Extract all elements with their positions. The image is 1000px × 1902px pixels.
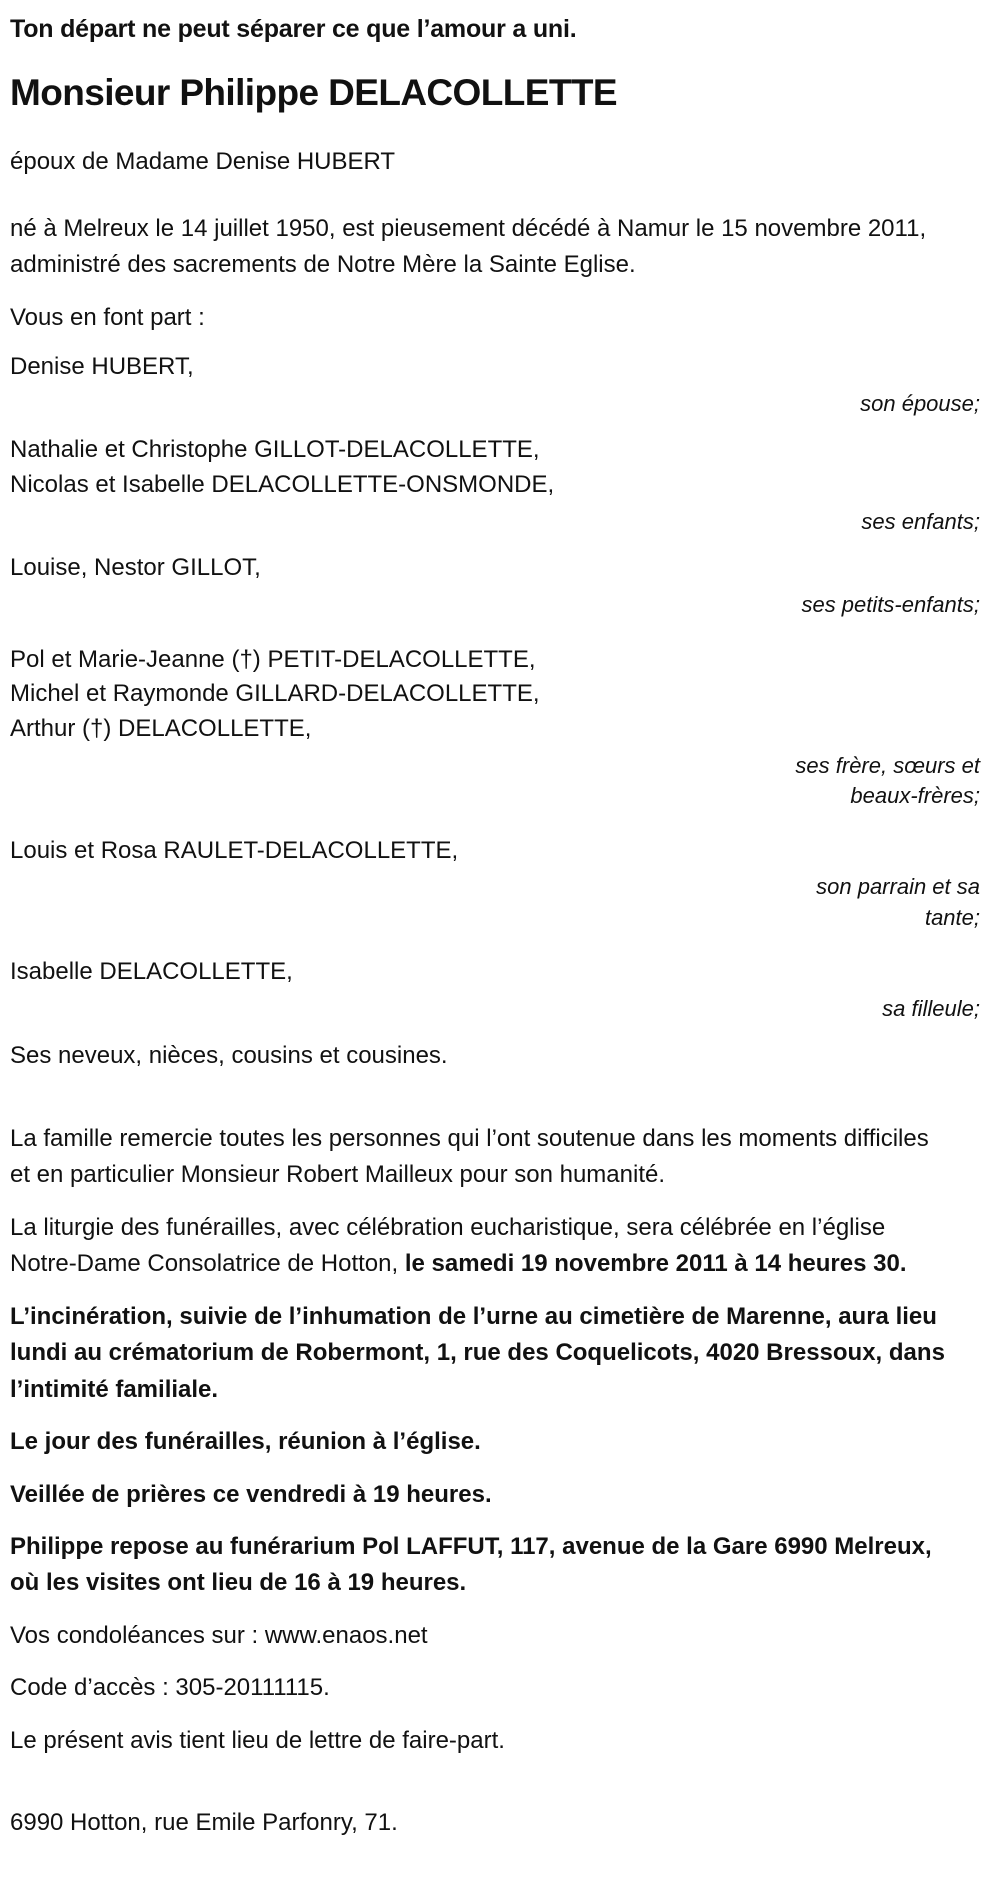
funeral-home-paragraph: Philippe repose au funérarium Pol LAFFUT, 117, avenue de la Gare 6990 Melreux, où les visites ont lieu de 16 à 19 heures. <box>10 1532 932 1597</box>
family-member-name: Louise, Nestor GILLOT, <box>10 554 261 582</box>
family-name-list <box>10 433 990 503</box>
family-name-list <box>10 955 990 990</box>
liturgy-datetime: le samedi 19 novembre 2011 à 14 heures 30. <box>404 1250 907 1278</box>
relation-line: ses petits-enfants; <box>801 592 980 618</box>
family-relation-label <box>10 872 990 933</box>
condolences-line: Vos condoléances sur : www.enaos.net <box>10 1621 428 1649</box>
address-line: 6990 Hotton, rue Emile Parfonry, 71. <box>10 1809 398 1837</box>
family-member-name: Louis et Rosa RAULET-DELACOLLETTE, <box>10 836 459 864</box>
deceased-name-heading: Monsieur Philippe DELACOLLETTE <box>10 72 617 114</box>
family-relation-label <box>10 389 990 419</box>
family-member-name: Nicolas et Isabelle DELACOLLETTE-ONSMONDE, <box>10 471 555 499</box>
spacer <box>10 1091 990 1121</box>
family-member-name: Isabelle DELACOLLETTE, <box>10 958 293 986</box>
spacer <box>10 816 990 834</box>
birth-death-paragraph: né à Melreux le 14 juillet 1950, est pieusement décédé à Namur le 15 novembre 2011, administré des sacrements de Notre Mère la Sainte Eglise. <box>10 214 927 279</box>
family-member-name: Nathalie et Christophe GILLOT-DELACOLLETTE, <box>10 436 540 464</box>
extended-family-line: Ses neveux, nièces, cousins et cousines. <box>10 1042 448 1070</box>
family-member-name: Pol et Marie-Jeanne (†) PETIT-DELACOLLETTE, <box>10 645 536 673</box>
spacer <box>10 625 990 643</box>
spacer <box>10 423 990 433</box>
cremation-paragraph: L’incinération, suivie de l’inhumation de l’urne au cimetière de Marenne, aura lieu lundi au crématorium de Robermont, 1, rue des Coquelicots, 4020 Bressoux, dans l’intimité familiale. <box>10 1302 945 1403</box>
spacer <box>10 1775 990 1805</box>
family-relation-label <box>10 590 990 620</box>
family-group <box>10 834 990 934</box>
family-name-list <box>10 350 990 385</box>
relation-line: beaux-frères; <box>850 783 980 809</box>
family-member-name: Michel et Raymonde GILLARD-DELACOLLETTE, <box>10 680 540 708</box>
thanks-paragraph: La famille remercie toutes les personnes qui l’ont soutenue dans les moments difficiles et en particulier Monsieur Robert Mailleux pour son humanité. <box>10 1124 929 1189</box>
relation-line: son parrain et sa <box>816 874 980 900</box>
gathering-line: Le jour des funérailles, réunion à l’église. <box>10 1428 481 1456</box>
family-group <box>10 643 990 812</box>
family-group <box>10 350 990 419</box>
relation-line: tante; <box>924 904 980 930</box>
epitaph-quote: Ton départ ne peut séparer ce que l’amour a uni. <box>10 15 577 43</box>
family-relation-label <box>10 994 990 1024</box>
spacer <box>10 1028 990 1038</box>
relation-line: ses enfants; <box>861 508 980 534</box>
family-relation-label <box>10 507 990 537</box>
relation-line: ses frère, sœurs et <box>795 752 980 778</box>
spacer <box>10 541 990 551</box>
spacer <box>10 937 990 955</box>
legal-notice-line: Le présent avis tient lieu de lettre de faire-part. <box>10 1726 505 1754</box>
family-group <box>10 955 990 1024</box>
family-name-list <box>10 551 990 586</box>
family-group <box>10 433 990 537</box>
vigil-line: Veillée de prières ce vendredi à 19 heures. <box>10 1480 492 1508</box>
family-name-list <box>10 643 990 747</box>
relation-line: son épouse; <box>860 391 980 417</box>
liturgy-text: La liturgie des funérailles, avec célébration eucharistique, sera célébrée en l’église Notre-Dame Consolatrice de Hotton, <box>10 1213 886 1278</box>
family-relation-label <box>10 751 990 812</box>
family-name-list <box>10 834 990 869</box>
family-member-name: Arthur (†) DELACOLLETTE, <box>10 715 312 743</box>
announcement-intro: Vous en font part : <box>10 303 205 331</box>
liturgy-paragraph <box>10 1210 955 1283</box>
relation-line: sa filleule; <box>882 995 980 1021</box>
family-group <box>10 551 990 620</box>
spouse-line: époux de Madame Denise HUBERT <box>10 147 396 175</box>
family-member-name: Denise HUBERT, <box>10 353 194 381</box>
access-code-line: Code d’accès : 305-20111115. <box>10 1674 330 1702</box>
